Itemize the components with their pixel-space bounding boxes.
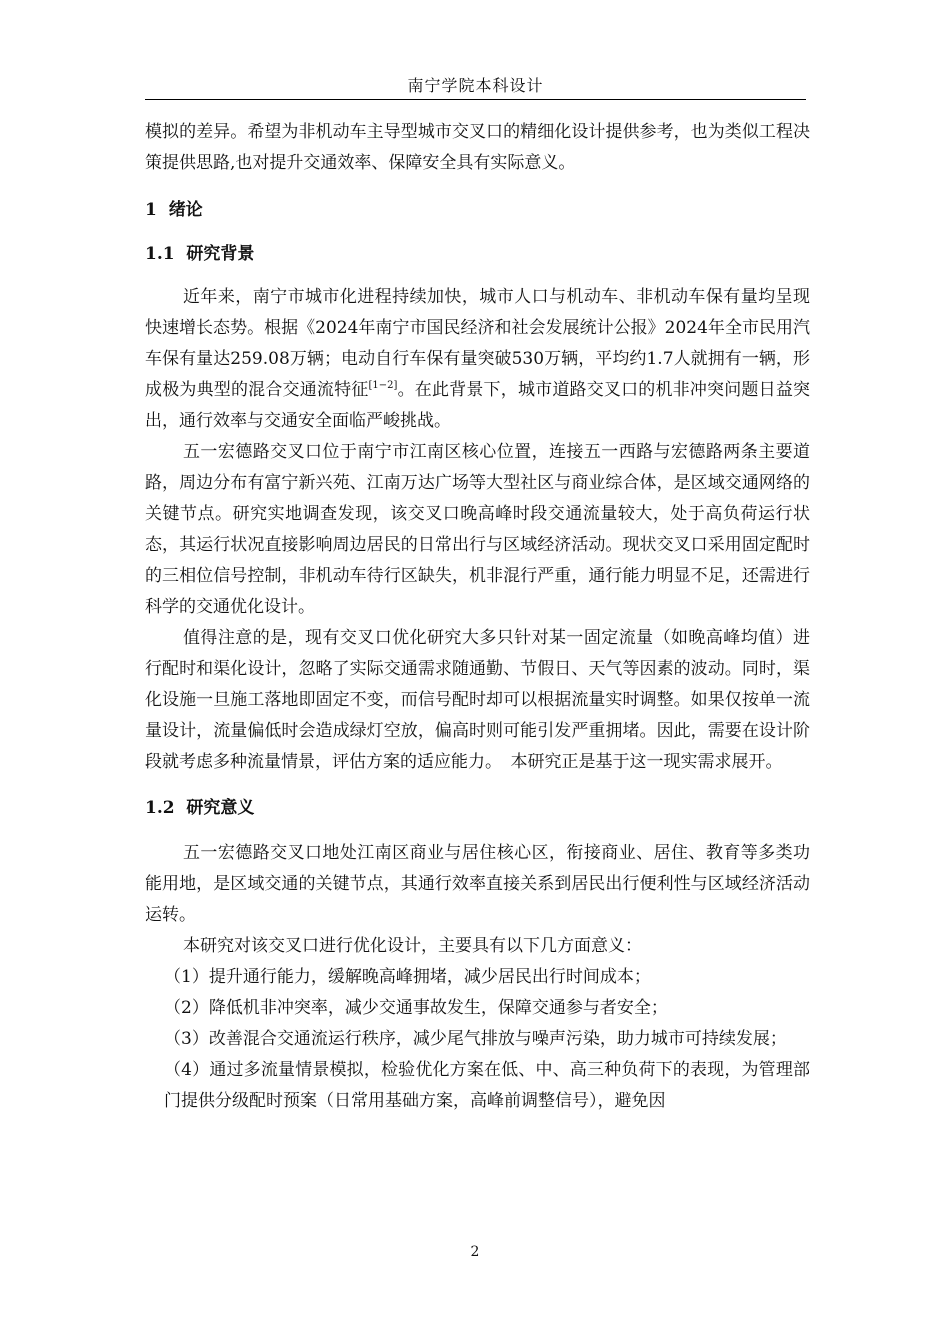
- page-header-title: 南宁学院本科设计: [407, 76, 544, 95]
- paragraph-text-tail: 。在此背景下，城市道路交叉口的机非冲突问题日益突出，通行效率与交通安全面临严峻挑战。: [145, 380, 811, 431]
- background-paragraph-3: 值得注意的是，现有交叉口优化研究大多只针对某一固定流量（如晚高峰均值）进行配时和渠化设计，忽略了实际交通需求随通勤、节假日、天气等因素的波动。同时，渠化设施一旦施工落地即固定不变，而信号配时却可以根据流量实时调整。如果仅按单一流量设计，流量偏低时会造成绿灯空放，偏高时则可能引发严重拥堵。因此，需要在设计阶段就考虑多种流量情景，评估方案的适应能力。 本研究正是基于这一现实需求展开。: [145, 628, 810, 772]
- section-number: 1: [145, 200, 157, 220]
- citation-marker: [1−2]: [368, 380, 398, 391]
- background-paragraph-1: [145, 282, 810, 437]
- significance-paragraph-1: 五一宏德路交叉口地处江南区商业与居住核心区，衔接商业、居住、教育等多类功能用地，是区域交通的关键节点，其通行效率直接关系到居民出行便利性与区域经济活动运转。: [145, 843, 810, 925]
- list-item: （4）通过多流量情景模拟，检验优化方案在低、中、高三种负荷下的表现，为管理部门提供分级配时预案（日常用基础方案，高峰前调整信号），避免因: [164, 1060, 810, 1111]
- continuation-paragraph: 模拟的差异。希望为非机动车主导型城市交叉口的精细化设计提供参考，也为类似工程决策提供思路,也对提升交通效率、保障安全具有实际意义。: [145, 122, 810, 173]
- background-paragraph-2: 五一宏德路交叉口位于南宁市江南区核心位置，连接五一西路与宏德路两条主要道路，周边分布有富宁新兴苑、江南万达广场等大型社区与商业综合体，是区域交通网络的关键节点。研究实地调查发现，该交叉口晚高峰时段交通流量较大，处于高负荷运行状态，其运行状况直接影响周边居民的日常出行与区域经济活动。现状交叉口采用固定配时的三相位信号控制，非机动车待行区缺失，机非混行严重，通行能力明显不足，还需进行科学的交通优化设计。: [145, 442, 810, 617]
- section-heading-1-1: [145, 239, 810, 270]
- section-heading-1: [145, 195, 810, 226]
- header-divider: [145, 99, 806, 100]
- significance-paragraph-2: 本研究对该交叉口进行优化设计，主要具有以下几方面意义：: [183, 936, 642, 956]
- section-number: 1.2: [145, 798, 175, 818]
- paragraph-text: 近年来，南宁市城市化进程持续加快，城市人口与机动车、非机动车保有量均呈现快速增长态势。根据《2024年南宁市国民经济和社会发展统计公报》2024年全市民用汽车保有量达259.08万辆；电动自行车保有量突破530万辆，平均约1.7人就拥有一辆，形成极为典型的混合交通流特征: [145, 287, 810, 400]
- list-item: （3）改善混合交通流运行秩序，减少尾气排放与噪声污染，助力城市可持续发展；: [164, 1029, 787, 1049]
- section-title: 研究背景: [186, 244, 255, 264]
- section-number: 1.1: [145, 244, 175, 264]
- page-number: 2: [470, 1244, 480, 1260]
- section-title: 绪论: [168, 200, 203, 220]
- list-item: （2）降低机非冲突率，减少交通事故发生，保障交通参与者安全；: [164, 998, 668, 1018]
- section-heading-1-2: [145, 793, 810, 824]
- section-title: 研究意义: [186, 798, 255, 818]
- page-body: [145, 117, 810, 1117]
- list-item: （1）提升通行能力，缓解晚高峰拥堵，减少居民出行时间成本；: [164, 967, 651, 987]
